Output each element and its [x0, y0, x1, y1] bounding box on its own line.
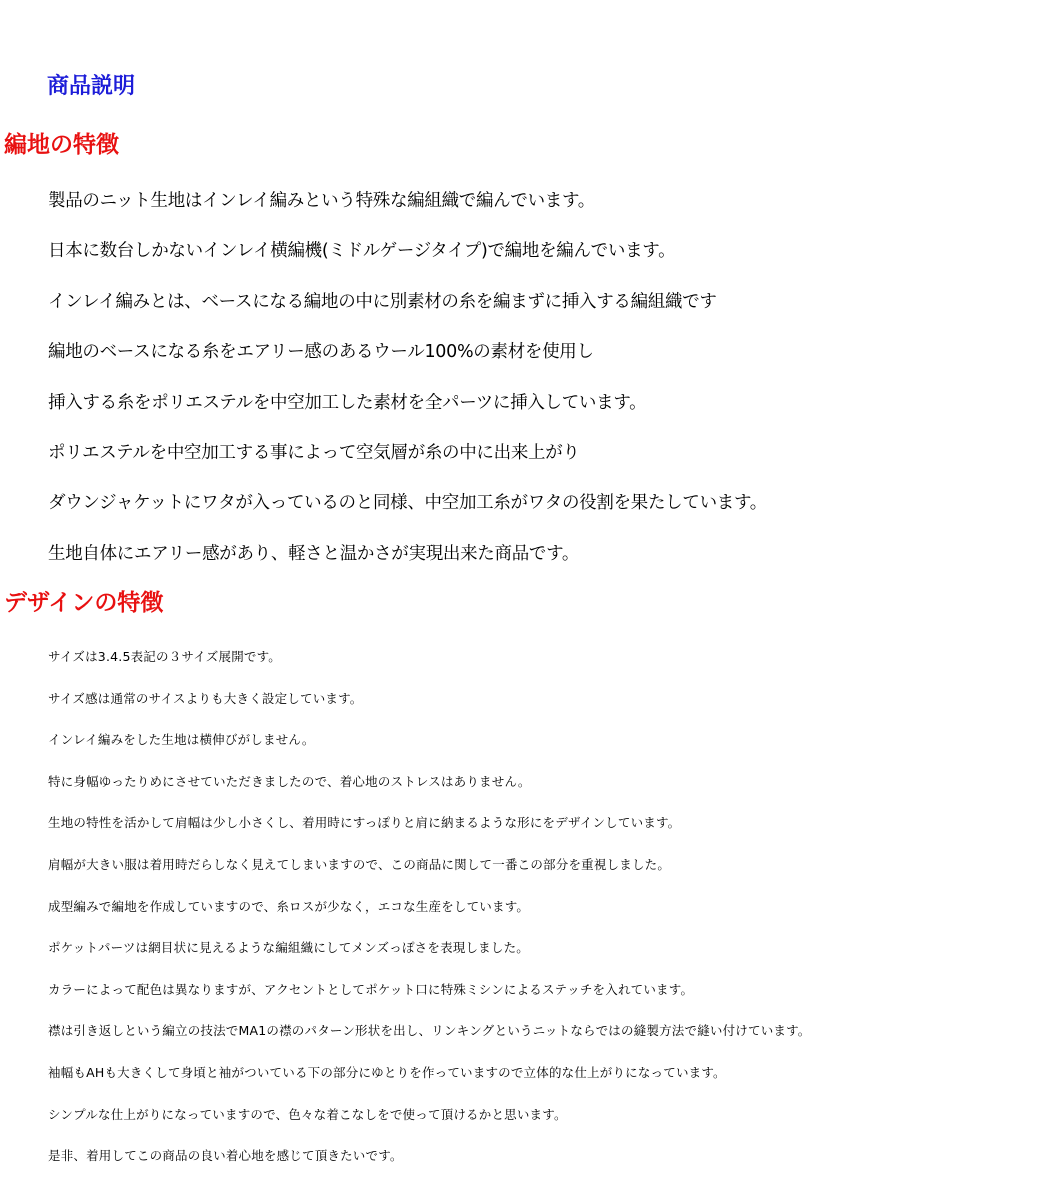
design-features-list [48, 645, 811, 1186]
design-feature-line: カラーによって配色は異なりますが、アクセントとしてポケット口に特殊ミシンによるステッチを入れています。 [48, 981, 694, 997]
design-features-heading: デザインの特徴 [4, 590, 164, 616]
knit-features-heading: 編地の特徴 [4, 132, 119, 158]
design-feature-line: 特に身幅ゆったりめにさせていただきましたので、着心地のストレスはありません。 [48, 773, 531, 789]
page-title: 商品説明 [47, 74, 136, 99]
design-feature-line: サイズは3.4.5表記の３サイズ展開です。 [48, 649, 282, 664]
knit-feature-line: 挿入する糸をポリエステルを中空加工した素材を全パーツに挿入しています。 [48, 392, 647, 413]
knit-feature-line: 日本に数台しかないインレイ横編機(ミドルゲージタイプ)で編地を編んでいます。 [48, 241, 676, 262]
design-feature-line: インレイ編みをした生地は横伸びがしません。 [48, 732, 315, 748]
knit-feature-line: インレイ編みとは、ベースになる編地の中に別素材の糸を編まずに挿入する編組織です [48, 291, 717, 312]
design-feature-line: 襟は引き返しという編立の技法でMA1の襟のパターン形状を出し、リンキングというニットならではの縫製方法で縫い付けています。 [48, 1023, 811, 1039]
design-feature-line: 袖幅もAHも大きくして身頃と袖がついている下の部分にゆとりを作っていますので立体的な仕上がりになっています。 [48, 1064, 726, 1080]
design-feature-line: シンプルな仕上がりになっていますので、色々な着こなしをで使って頂けるかと思います。 [48, 1106, 567, 1122]
knit-feature-line: 編地のベースになる糸をエアリー感のあるウール100%の素材を使用し [48, 342, 594, 363]
design-feature-line: 成型編みで編地を作成していますので、糸ロスが少なく，エコな生産をしています。 [48, 898, 530, 914]
knit-features-list [48, 184, 767, 587]
design-feature-line: 肩幅が大きい服は着用時だらしなく見えてしまいますので、この商品に関して一番この部分を重視しました。 [48, 856, 671, 872]
design-feature-line: サイズ感は通常のサイスよりも大きく設定しています。 [48, 690, 363, 706]
design-feature-line: 生地の特性を活かして肩幅は少し小さくし、着用時にすっぽりと肩に納まるような形にをデザインしています。 [48, 815, 681, 831]
knit-feature-line: ダウンジャケットにワタが入っているのと同様、中空加工糸がワタの役割を果たしています。 [48, 493, 767, 514]
knit-feature-line: 生地自体にエアリー感があり、軽さと温かさが実現出来た商品です。 [48, 543, 580, 564]
design-feature-line: 是非、着用してこの商品の良い着心地を感じて頂きたいです。 [48, 1148, 403, 1164]
knit-feature-line: 製品のニット生地はインレイ編みという特殊な編組織で編んでいます。 [48, 191, 595, 211]
knit-feature-line: ポリエステルを中空加工する事によって空気層が糸の中に出来上がり [48, 442, 580, 463]
design-feature-line: ポケットパーツは網目状に見えるような編組織にしてメンズっぽさを表現しました。 [48, 940, 529, 956]
